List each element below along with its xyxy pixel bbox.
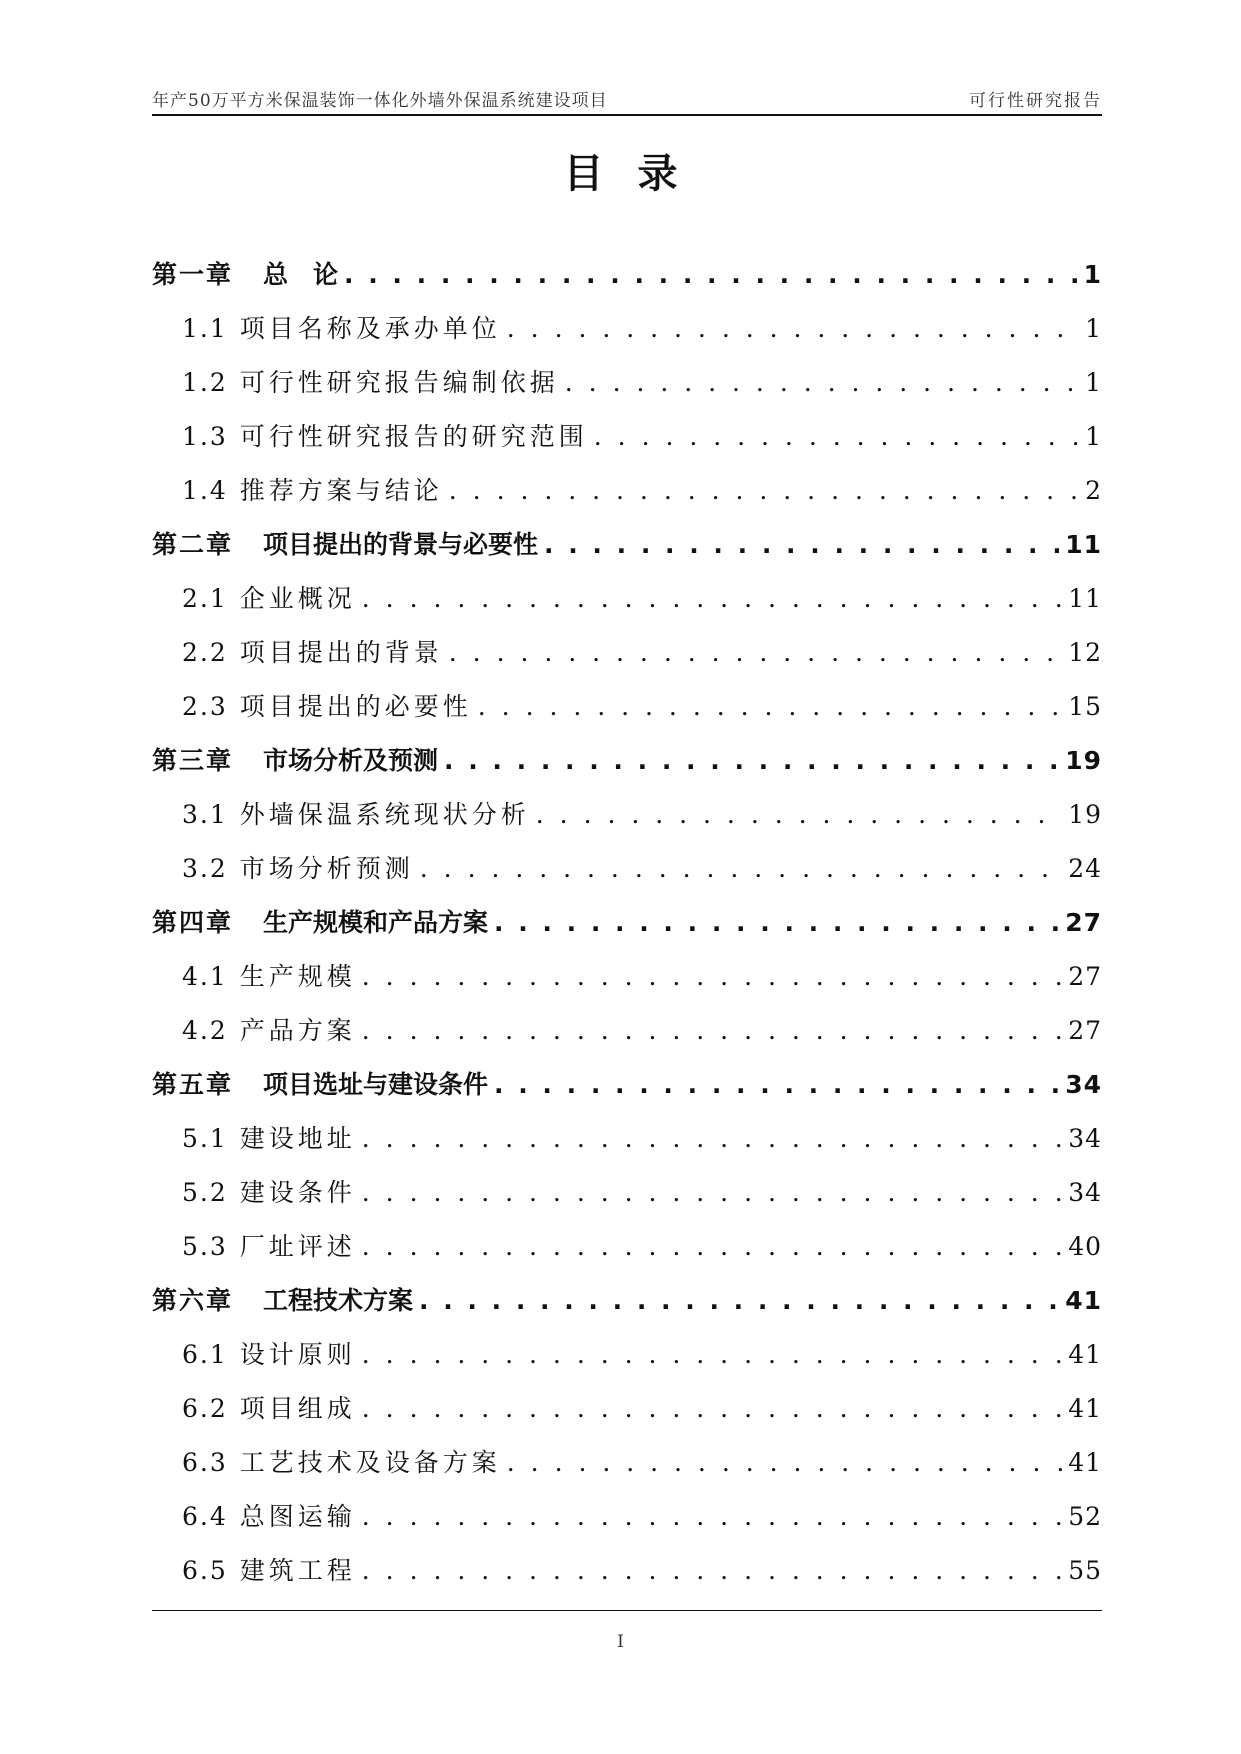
toc-entry-title: 市场分析及预测 <box>263 746 439 775</box>
toc-entry-title: 项目名称及承办单位 <box>239 314 501 343</box>
toc-entry-title: 项目提出的必要性 <box>239 692 472 721</box>
toc-leader-dots <box>594 422 1079 451</box>
toc-entry-page: 27 <box>1065 908 1102 937</box>
toc-entry-page: 1 <box>1085 422 1102 451</box>
toc-entry-number: 3.1 <box>182 800 228 829</box>
page-number: I <box>617 1632 624 1652</box>
toc-leader-dots <box>494 1070 1059 1099</box>
toc-entry-title: 项目提出的背景与必要性 <box>263 530 539 559</box>
toc-leader-dots <box>362 1340 1062 1369</box>
toc-entry-title: 可行性研究报告的研究范围 <box>239 422 588 451</box>
toc-section-entry[interactable] <box>152 309 1102 363</box>
toc-entry-number: 1.4 <box>182 476 228 505</box>
toc-section-entry[interactable] <box>152 633 1102 687</box>
toc-section-entry[interactable] <box>152 1389 1102 1443</box>
toc-entry-number: 6.3 <box>182 1448 228 1477</box>
toc-entry-number: 5.1 <box>182 1124 228 1153</box>
toc-leader-dots <box>362 1124 1062 1153</box>
toc-entry-number: 1.3 <box>182 422 228 451</box>
toc-entry-page: 11 <box>1065 530 1102 559</box>
toc-entry-title: 推荐方案与结论 <box>239 476 443 505</box>
toc-entry-page: 41 <box>1068 1340 1102 1369</box>
toc-entry-title: 生产规模 <box>239 962 356 991</box>
toc-entry-page: 1 <box>1085 368 1102 397</box>
toc-section-entry[interactable] <box>152 1335 1102 1389</box>
toc-entry-page: 19 <box>1068 800 1102 829</box>
toc-entry-number: 6.4 <box>182 1502 228 1531</box>
toc-entry-number: 第五章 <box>152 1070 234 1099</box>
toc-section-entry[interactable] <box>152 579 1102 633</box>
toc-leader-dots <box>362 1232 1062 1261</box>
toc-entry-title: 产品方案 <box>239 1016 356 1045</box>
toc-section-entry[interactable] <box>152 849 1102 903</box>
table-of-contents <box>152 255 1102 1605</box>
toc-entry-page: 2 <box>1085 476 1102 505</box>
toc-entry-number: 5.3 <box>182 1232 228 1261</box>
toc-entry-page: 40 <box>1068 1232 1102 1261</box>
toc-section-entry[interactable] <box>152 1011 1102 1065</box>
toc-chapter-entry[interactable] <box>152 903 1102 957</box>
toc-entry-title: 外墙保温系统现状分析 <box>239 800 530 829</box>
running-header <box>152 86 1102 116</box>
toc-section-entry[interactable] <box>152 687 1102 741</box>
toc-entry-title: 工程技术方案 <box>263 1286 414 1315</box>
toc-leader-dots <box>362 962 1062 991</box>
toc-leader-dots <box>494 908 1059 937</box>
toc-entry-page: 11 <box>1068 584 1102 613</box>
toc-section-entry[interactable] <box>152 1551 1102 1605</box>
toc-leader-dots <box>449 638 1062 667</box>
toc-entry-title: 项目提出的背景 <box>239 638 443 667</box>
toc-entry-number: 2.2 <box>182 638 228 667</box>
toc-section-entry[interactable] <box>152 795 1102 849</box>
toc-leader-dots <box>478 692 1062 721</box>
toc-entry-number: 第四章 <box>152 908 234 937</box>
toc-entry-page: 12 <box>1068 638 1102 667</box>
toc-leader-dots <box>362 1394 1062 1423</box>
toc-entry-page: 1 <box>1085 314 1102 343</box>
toc-entry-title: 建设地址 <box>239 1124 356 1153</box>
toc-entry-number: 第一章 <box>152 260 234 289</box>
toc-entry-title: 生产规模和产品方案 <box>263 908 489 937</box>
toc-entry-number: 第六章 <box>152 1286 234 1315</box>
toc-section-entry[interactable] <box>152 1119 1102 1173</box>
toc-entry-title: 设计原则 <box>239 1340 356 1369</box>
toc-entry-page: 34 <box>1068 1124 1102 1153</box>
toc-entry-number: 4.1 <box>182 962 228 991</box>
toc-leader-dots <box>362 1016 1062 1045</box>
toc-entry-title: 企业概况 <box>239 584 356 613</box>
toc-leader-dots <box>362 1502 1062 1531</box>
toc-entry-number: 6.5 <box>182 1556 228 1585</box>
toc-chapter-entry[interactable] <box>152 1281 1102 1335</box>
toc-entry-title: 厂址评述 <box>239 1232 356 1261</box>
toc-entry-number: 6.2 <box>182 1394 228 1423</box>
toc-entry-page: 41 <box>1068 1448 1102 1477</box>
toc-entry-number: 第三章 <box>152 746 234 775</box>
toc-entry-number: 1.2 <box>182 368 228 397</box>
toc-leader-dots <box>362 1178 1062 1207</box>
toc-leader-dots <box>449 476 1079 505</box>
toc-entry-title: 工艺技术及设备方案 <box>239 1448 501 1477</box>
toc-entry-page: 1 <box>1083 260 1102 289</box>
toc-section-entry[interactable] <box>152 471 1102 525</box>
toc-entry-number: 1.1 <box>182 314 228 343</box>
toc-chapter-entry[interactable] <box>152 741 1102 795</box>
toc-entry-number: 5.2 <box>182 1178 228 1207</box>
footer-rule <box>152 1610 1102 1611</box>
toc-entry-page: 27 <box>1068 962 1102 991</box>
toc-leader-dots <box>362 1556 1062 1585</box>
toc-chapter-entry[interactable] <box>152 525 1102 579</box>
toc-entry-title: 建筑工程 <box>239 1556 356 1585</box>
toc-entry-page: 15 <box>1068 692 1102 721</box>
toc-entry-number: 3.2 <box>182 854 228 883</box>
toc-entry-page: 41 <box>1065 1286 1102 1315</box>
toc-section-entry[interactable] <box>152 1227 1102 1281</box>
page-title: 目录 <box>563 151 712 197</box>
toc-leader-dots <box>362 584 1062 613</box>
header-document-title: 年产50万平方米保温装饰一体化外墙外保温系统建设项目 <box>152 91 608 111</box>
toc-leader-dots <box>419 1286 1059 1315</box>
toc-entry-page: 24 <box>1068 854 1102 883</box>
toc-entry-page: 34 <box>1068 1178 1102 1207</box>
header-report-type: 可行性研究报告 <box>969 91 1102 111</box>
toc-entry-title: 市场分析预测 <box>239 854 414 883</box>
toc-section-entry[interactable] <box>152 1443 1102 1497</box>
toc-section-entry[interactable] <box>152 363 1102 417</box>
toc-leader-dots <box>344 260 1078 289</box>
toc-leader-dots <box>507 314 1079 343</box>
toc-entry-number: 2.3 <box>182 692 228 721</box>
header-rule <box>152 114 1102 116</box>
toc-entry-title: 总图运输 <box>239 1502 356 1531</box>
toc-entry-number: 第二章 <box>152 530 234 559</box>
toc-entry-page: 55 <box>1068 1556 1102 1585</box>
toc-entry-title: 总 论 <box>263 260 339 289</box>
toc-leader-dots <box>444 746 1059 775</box>
toc-leader-dots <box>420 854 1062 883</box>
toc-entry-page: 27 <box>1068 1016 1102 1045</box>
toc-entry-page: 41 <box>1068 1394 1102 1423</box>
toc-entry-title: 可行性研究报告编制依据 <box>239 368 559 397</box>
toc-leader-dots <box>544 530 1059 559</box>
toc-entry-number: 4.2 <box>182 1016 228 1045</box>
toc-entry-number: 6.1 <box>182 1340 228 1369</box>
toc-entry-title: 项目选址与建设条件 <box>263 1070 489 1099</box>
toc-section-entry[interactable] <box>152 417 1102 471</box>
toc-entry-number: 2.1 <box>182 584 228 613</box>
toc-leader-dots <box>536 800 1062 829</box>
toc-section-entry[interactable] <box>152 1497 1102 1551</box>
toc-entry-page: 34 <box>1065 1070 1102 1099</box>
toc-entry-title: 项目组成 <box>239 1394 356 1423</box>
toc-entry-title: 建设条件 <box>239 1178 356 1207</box>
toc-entry-page: 19 <box>1065 746 1102 775</box>
toc-chapter-entry[interactable] <box>152 1065 1102 1119</box>
toc-section-entry[interactable] <box>152 1173 1102 1227</box>
toc-leader-dots <box>507 1448 1062 1477</box>
toc-section-entry[interactable] <box>152 957 1102 1011</box>
toc-chapter-entry[interactable] <box>152 255 1102 309</box>
toc-entry-page: 52 <box>1068 1502 1102 1531</box>
toc-leader-dots <box>565 368 1079 397</box>
